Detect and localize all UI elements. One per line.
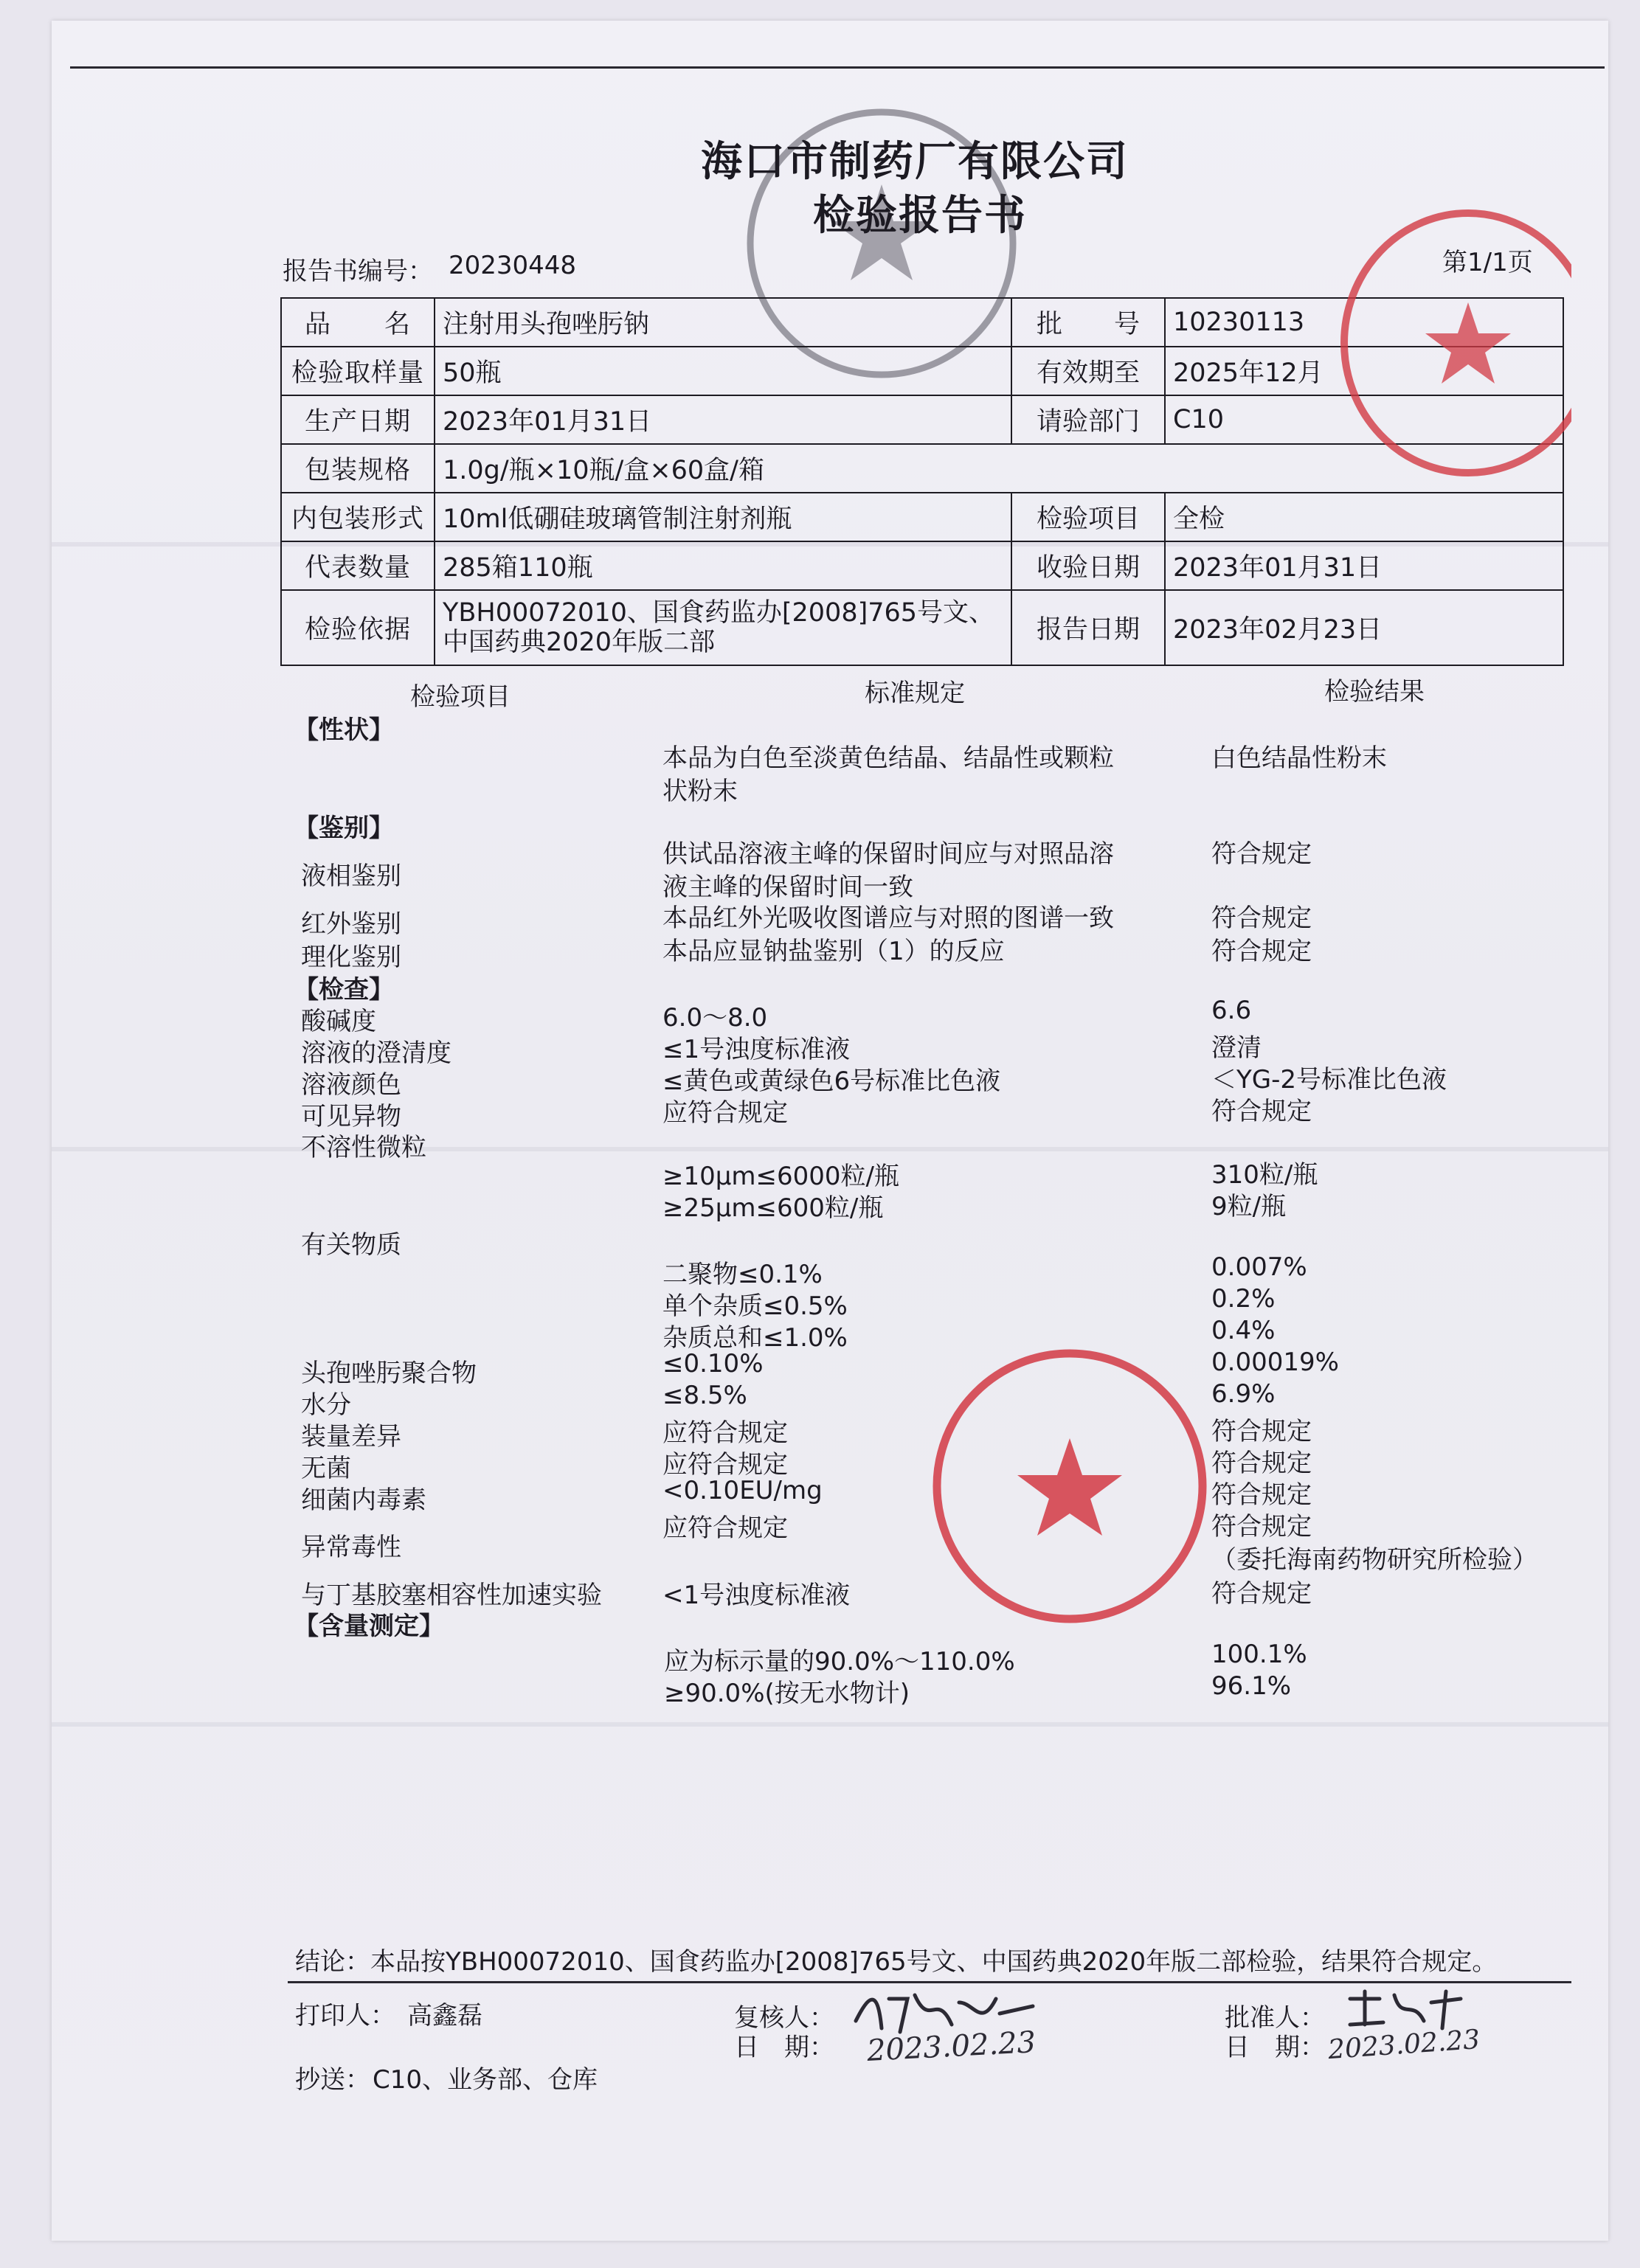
printer-label: 打印人： — [295, 2001, 395, 2031]
standard-text: 应符合规定 — [662, 1098, 788, 1128]
standard-text: ≤0.10% — [662, 1349, 764, 1379]
standard-text: <1号浊度标准液 — [662, 1581, 851, 1610]
result-text: 澄清 — [1211, 1033, 1262, 1063]
result-text: 0.4% — [1211, 1316, 1276, 1345]
report-no-label: 报告书编号： — [283, 257, 433, 286]
company-name: 海口市制药厂有限公司 — [701, 137, 1129, 186]
sample-label: 检验取样量 — [281, 347, 435, 395]
fold-crease — [52, 1722, 1608, 1727]
result-text: 符合规定 — [1211, 1480, 1312, 1510]
section-identification: 【鉴别】 — [294, 814, 394, 843]
basis-line-1: YBH00072010、国食药监办[2008]765号文、 — [443, 598, 995, 628]
standard-text: 本品应显钠盐鉴别（1）的反应 — [662, 937, 1005, 966]
standard-text: 供试品溶液主峰的保留时间应与对照品溶 — [662, 839, 1114, 869]
expiry-value: 2025年12月 — [1165, 347, 1563, 395]
reviewer-date-label: 日 期： — [734, 2033, 834, 2062]
dept-label: 请验部门 — [1011, 395, 1165, 444]
item-text: 液相鉴别 — [301, 861, 401, 891]
item-text: 装量差异 — [301, 1422, 401, 1452]
result-text: 符合规定 — [1211, 1097, 1312, 1126]
standard-text: 单个杂质≤0.5% — [662, 1291, 848, 1321]
result-text: 100.1% — [1211, 1640, 1307, 1669]
col-head-item: 检验项目 — [410, 682, 511, 712]
qty-label: 代表数量 — [281, 541, 435, 590]
item-text: 细菌内毒素 — [301, 1485, 426, 1515]
result-text: 0.00019% — [1211, 1348, 1339, 1377]
result-text: ＜YG-2号标准比色液 — [1211, 1065, 1447, 1095]
pack-value: 1.0g/瓶×10瓶/盒×60盒/箱 — [435, 444, 1563, 493]
standard-text: 应符合规定 — [662, 1450, 788, 1480]
product-label: 品 名 — [281, 298, 435, 347]
standard-text: 应符合规定 — [662, 1418, 788, 1448]
result-text: 0.2% — [1211, 1284, 1276, 1314]
standard-text: 本品红外光吸收图谱应与对照的图谱一致 — [662, 904, 1114, 933]
standard-text: 应为标示量的90.0%～110.0% — [664, 1647, 1015, 1676]
standard-text: 状粉末 — [662, 777, 738, 806]
standard-text: ≤黄色或黄绿色6号标准比色液 — [662, 1067, 1001, 1096]
batch-label: 批 号 — [1011, 298, 1165, 347]
item-text: 溶液颜色 — [301, 1070, 401, 1100]
report-title: 检验报告书 — [813, 191, 1027, 240]
item-text: 头孢唑肟聚合物 — [301, 1359, 477, 1388]
conclusion: 结论：本品按YBH00072010、国食药监办[2008]765号文、中国药典2020年版二部检验，结果符合规定。 — [295, 1947, 1498, 1977]
dept-value: C10 — [1165, 395, 1563, 444]
result-text: 符合规定 — [1211, 1449, 1312, 1478]
item-text: 水分 — [301, 1390, 351, 1420]
inner-pack-label: 内包装形式 — [281, 493, 435, 541]
reviewer-date: 2023.02.23 — [865, 2025, 1037, 2068]
expiry-label: 有效期至 — [1011, 347, 1165, 395]
standard-text: ≥10μm≤6000粒/瓶 — [662, 1162, 899, 1191]
result-note: （委托海南药物研究所检验） — [1211, 1545, 1537, 1575]
result-text: 符合规定 — [1211, 904, 1312, 933]
standard-text: ≤1号浊度标准液 — [662, 1035, 851, 1064]
reviewer-label: 复核人： — [734, 2003, 834, 2033]
footer-rule — [288, 1981, 1571, 1983]
result-text: 310粒/瓶 — [1211, 1160, 1318, 1190]
result-text: 96.1% — [1211, 1671, 1292, 1701]
standard-text: ≥25μm≤600粒/瓶 — [662, 1193, 884, 1223]
item-text: 与丁基胶塞相容性加速实验 — [301, 1581, 602, 1610]
col-head-result: 检验结果 — [1324, 677, 1425, 707]
item-text: 理化鉴别 — [301, 943, 401, 972]
top-rule — [70, 66, 1605, 69]
report-date-label: 报告日期 — [1011, 590, 1165, 665]
test-item-value: 全检 — [1165, 493, 1563, 541]
result-text: 9粒/瓶 — [1211, 1192, 1287, 1221]
result-text: 6.9% — [1211, 1379, 1276, 1409]
pack-label: 包装规格 — [281, 444, 435, 493]
report-no: 20230448 — [449, 251, 577, 280]
item-text: 异常毒性 — [301, 1533, 401, 1562]
receive-date-label: 收验日期 — [1011, 541, 1165, 590]
standard-text: 液主峰的保留时间一致 — [662, 873, 913, 902]
item-text: 溶液的澄清度 — [301, 1038, 451, 1068]
fold-crease — [52, 1147, 1608, 1151]
standard-text: ≥90.0%(按无水物计) — [664, 1679, 910, 1708]
report-date-value: 2023年02月23日 — [1165, 590, 1563, 665]
standard-text: ≤8.5% — [662, 1381, 747, 1410]
result-text: 符合规定 — [1211, 839, 1312, 869]
cc-value: C10、业务部、仓库 — [373, 2065, 598, 2095]
item-text: 红外鉴别 — [301, 909, 401, 939]
basis-line-2: 中国药典2020年版二部 — [443, 628, 716, 657]
basis-label: 检验依据 — [281, 590, 435, 665]
test-item-label: 检验项目 — [1011, 493, 1165, 541]
item-text: 无菌 — [301, 1454, 351, 1483]
section-character: 【性状】 — [294, 715, 394, 745]
printer-name: 高鑫磊 — [407, 2001, 482, 2031]
page-number: 第1/1页 — [1442, 248, 1533, 277]
approver-label: 批准人： — [1225, 2003, 1325, 2033]
approver-date-label: 日 期： — [1225, 2033, 1325, 2062]
item-text: 有关物质 — [301, 1230, 401, 1260]
batch-value: 10230113 — [1165, 298, 1563, 347]
basis-value — [435, 590, 1011, 665]
section-assay: 【含量测定】 — [294, 1612, 444, 1641]
standard-text: 本品为白色至淡黄色结晶、结晶性或颗粒 — [662, 743, 1114, 773]
item-text: 可见异物 — [301, 1102, 401, 1131]
result-text: 白色结晶性粉末 — [1211, 743, 1387, 773]
mfg-label: 生产日期 — [281, 395, 435, 444]
section-inspection: 【检查】 — [294, 975, 394, 1005]
col-head-standard: 标准规定 — [865, 679, 965, 708]
approver-date: 2023.02.23 — [1326, 2024, 1481, 2066]
item-text: 酸碱度 — [301, 1007, 376, 1036]
jiangsu-seal — [926, 1342, 1214, 1630]
inner-pack-value: 10ml低硼硅玻璃管制注射剂瓶 — [435, 493, 1011, 541]
result-text: 符合规定 — [1211, 1579, 1312, 1609]
item-text: 不溶性微粒 — [301, 1133, 426, 1162]
standard-text: 6.0～8.0 — [662, 1003, 768, 1033]
standard-text: 二聚物≤0.1% — [662, 1260, 823, 1289]
result-text: 符合规定 — [1211, 1417, 1312, 1446]
qa-seal — [1328, 207, 1571, 479]
product-value: 注射用头孢唑肟钠 — [435, 298, 1011, 347]
standard-text: 应符合规定 — [662, 1513, 788, 1543]
standard-text: <0.10EU/mg — [662, 1476, 823, 1505]
result-text: 符合规定 — [1211, 937, 1312, 966]
result-text: 符合规定 — [1211, 1512, 1312, 1542]
result-text: 0.007% — [1211, 1252, 1307, 1282]
cc-label: 抄送： — [295, 2065, 370, 2095]
result-text: 6.6 — [1211, 996, 1252, 1025]
mfg-value: 2023年01月31日 — [435, 395, 1011, 444]
sample-value: 50瓶 — [435, 347, 1011, 395]
standard-text: 杂质总和≤1.0% — [662, 1323, 848, 1353]
receive-date-value: 2023年01月31日 — [1165, 541, 1563, 590]
qty-value: 285箱110瓶 — [435, 541, 1011, 590]
